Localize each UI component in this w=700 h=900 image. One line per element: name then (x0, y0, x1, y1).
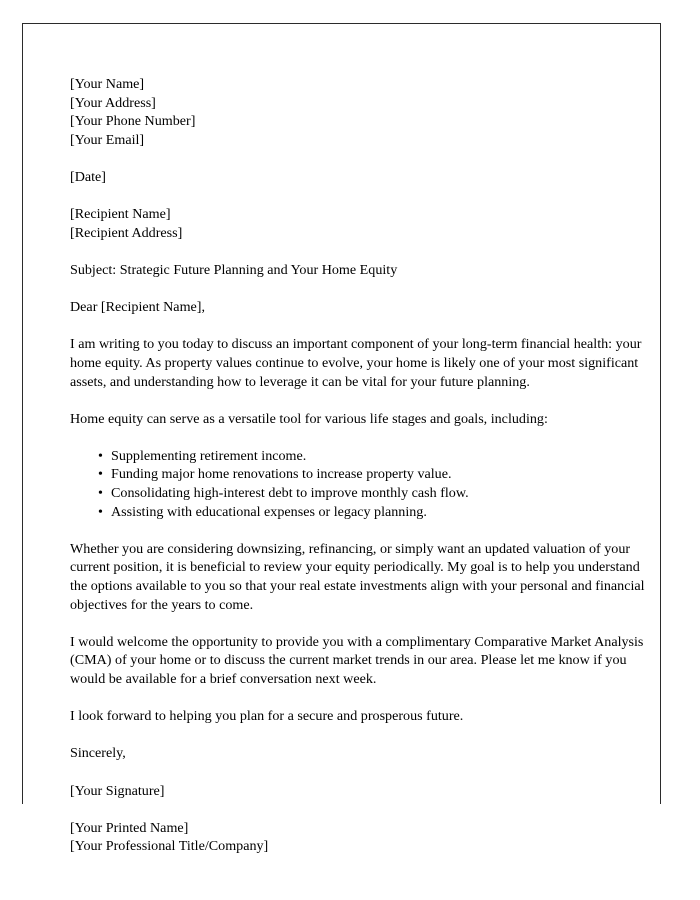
spacer (70, 521, 646, 540)
spacer (70, 391, 646, 410)
sender-address-block (70, 75, 646, 149)
printed-name: [Your Printed Name] (70, 819, 189, 836)
recipient-address-block (70, 205, 646, 242)
spacer (70, 763, 646, 782)
bullet-list-intro: Home equity can serve as a versatile tool for various life stages and goals, including: (70, 410, 548, 427)
date-line: [Date] (70, 168, 106, 185)
spacer (70, 187, 646, 206)
spacer (70, 428, 646, 447)
signature-block (70, 819, 646, 856)
sender-phone: [Your Phone Number] (70, 113, 196, 130)
sender-email: [Your Email] (70, 131, 145, 148)
benefits-bullet-list (70, 447, 646, 521)
body-paragraph-3: I would welcome the opportunity to provide you with a complimentary Comparative Market Analysis (CMA) of your home or to discuss the current market trends in our area. Please let me know if you would be available for a brief conversation next week. (70, 633, 644, 687)
spacer (70, 689, 646, 708)
subject-line: Subject: Strategic Future Planning and Your Home Equity (70, 261, 398, 278)
professional-title: [Your Professional Title/Company] (70, 838, 269, 855)
spacer (70, 280, 646, 299)
list-item: • Consolidating high-interest debt to improve monthly cash flow. (70, 484, 646, 503)
body-paragraph-2: Whether you are considering downsizing, refinancing, or simply want an updated valuation of your current position, it is beneficial to review your equity periodically. My goal is to help you understand the options available to you so that your real estate investments align with your personal and financial objectives for the years to come. (70, 540, 645, 613)
date-block (70, 168, 646, 187)
spacer (70, 317, 646, 336)
closing-salutation: Sincerely, (70, 745, 126, 762)
spacer (70, 726, 646, 745)
document-page (22, 23, 661, 855)
signature-placeholder: [Your Signature] (70, 782, 165, 799)
recipient-name: [Recipient Name] (70, 206, 171, 223)
recipient-address: [Recipient Address] (70, 224, 183, 241)
body-paragraph-1: I am writing to you today to discuss an important component of your long-term financial health: your home equity. As property values continue to evolve, your home is likely one of your most significant assets, and understanding how to leverage it can be vital for your future planning. (70, 336, 642, 390)
list-item: • Assisting with educational expenses or legacy planning. (70, 503, 646, 522)
spacer (70, 242, 646, 261)
sender-name: [Your Name] (70, 76, 145, 92)
list-item: • Funding major home renovations to increase property value. (70, 465, 646, 484)
list-item: • Supplementing retirement income. (70, 447, 646, 466)
body-paragraph-4: I look forward to helping you plan for a secure and prosperous future. (70, 708, 464, 725)
salutation: Dear [Recipient Name], (70, 299, 205, 316)
letter-content (70, 75, 646, 856)
spacer (70, 800, 646, 819)
sender-address: [Your Address] (70, 94, 156, 111)
spacer (70, 149, 646, 168)
spacer (70, 614, 646, 633)
